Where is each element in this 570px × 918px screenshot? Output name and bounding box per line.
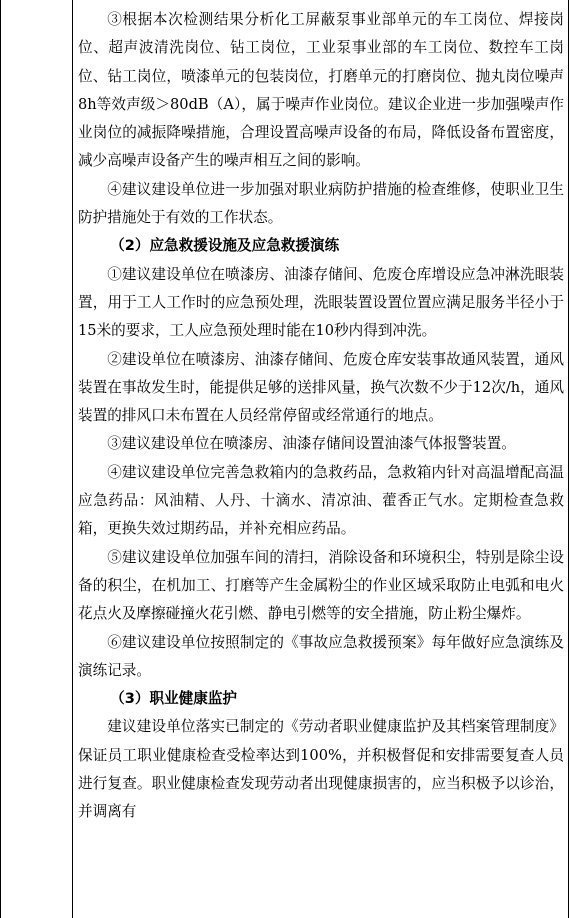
emergency-recommendation-1: ①建议建设单位在喷漆房、油漆存储间、危废仓库增设应急冲淋洗眼装置，用于工人工作时的应急预处理，洗眼装置设置位置应满足服务半径小于15米的要求，工人应急预处理时能在10秒内得到冲洗。 [78,265,564,340]
table-content-cell [78,6,564,827]
emergency-section-heading: （2）应急救援设施及应急救援演练 [110,237,340,255]
noise-recommendation-4: ④建议建设单位进一步加强对职业病防护措施的检查维修，使职业卫生防护措施处于有效的工作状态。 [78,180,564,227]
table-right-border [568,0,569,918]
noise-recommendation-3: ③根据本次检测结果分析化工屏蔽泵事业部单元的车工岗位、焊接岗位、超声波清洗岗位、钻工岗位，工业泵事业部的车工岗位、数控车工岗位、钻工岗位，喷漆单元的包装岗位，打磨单元的打磨岗位、抛丸岗位噪声8h等效声级＞80dB（A），属于噪声作业岗位。建议企业进一步加强噪声作业岗位的减振降噪措施，合理设置高噪声设备的布局，降低设备布置密度，减少高噪声设备产生的噪声相互之间的影响。 [78,11,564,170]
emergency-recommendation-5: ⑤建议建设单位加强车间的清扫，消除设备和环境积尘，特别是除尘设备的积尘，在机加工、打磨等产生金属粉尘的作业区域采取防止电弧和电火花点火及摩擦碰撞火花引燃、静电引燃等的安全措施，防止粉尘爆炸。 [78,548,564,623]
health-monitoring-text: 建议建设单位落实已制定的《劳动者职业健康监护及其档案管理制度》保证员工职业健康检查受检率达到100%，并积极督促和安排需要复查人员进行复查。职业健康检查发现劳动者出现健康损害的，应当积极予以诊治，并调离有 [78,718,564,821]
table-left-column [0,0,73,918]
emergency-recommendation-3: ③建议建设单位在喷漆房、油漆存储间设置油漆气体报警装置。 [107,435,516,453]
health-section-heading: （3）职业健康监护 [110,690,238,708]
emergency-recommendation-2: ②建设单位在喷漆房、油漆存储间、危废仓库安装事故通风装置，通风装置在事故发生时，能提供足够的送排风量，换气次数不少于12次/h，通风装置的排风口未布置在人员经常停留或经常通行的地点。 [78,350,564,425]
emergency-recommendation-4: ④建议建设单位完善急救箱内的急救药品，急救箱内针对高温增配高温应急药品：风油精、人丹、十滴水、清凉油、藿香正气水。定期检查急救箱，更换失效过期药品，并补充相应药品。 [78,463,564,538]
emergency-recommendation-6: ⑥建议建设单位按照制定的《事故应急救援预案》每年做好应急演练及演练记录。 [78,633,564,679]
